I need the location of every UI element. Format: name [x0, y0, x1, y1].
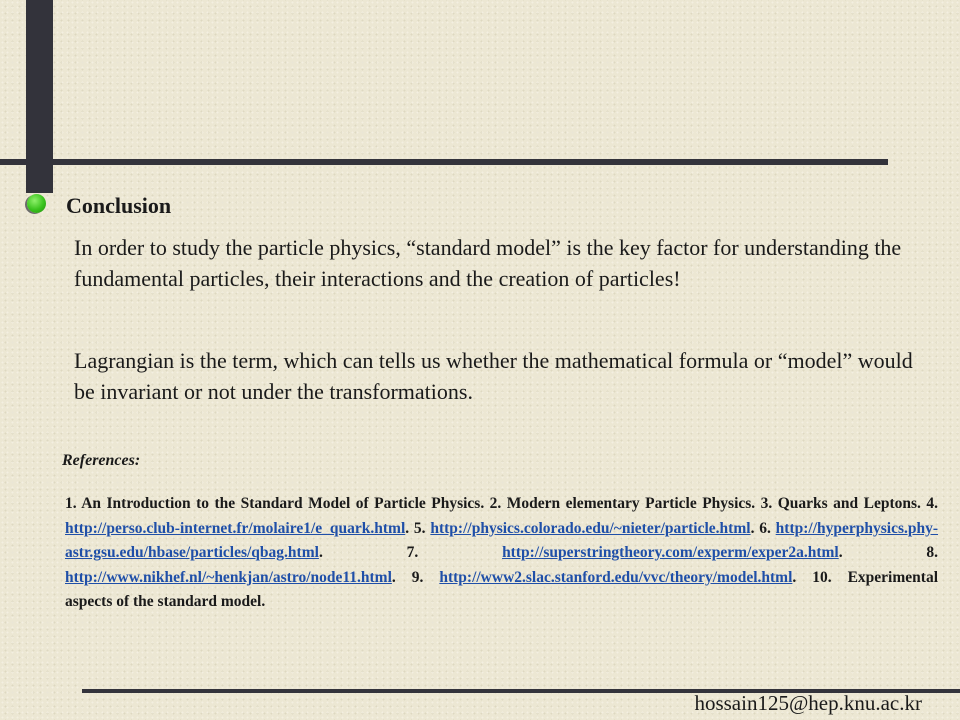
reference-text: . 8.: [838, 544, 939, 561]
reference-text: . 7.: [318, 544, 503, 561]
bullet-icon: [27, 194, 46, 213]
references-list: [65, 492, 938, 615]
reference-text: 1. An Introduction to the Standard Model of Particle Physics. 2. Modern elementary Particle Physics. 3. Quarks and Leptons. 4.: [65, 495, 938, 512]
reference-link-9[interactable]: http://www2.slac.stanford.edu/vvc/theory/model.html: [439, 568, 793, 586]
references-title: References:: [62, 452, 141, 469]
conclusion-heading: Conclusion: [66, 193, 172, 218]
reference-link-5[interactable]: http://physics.colorado.edu/~nieter/particle.html: [430, 519, 751, 537]
reference-text: . 5.: [405, 519, 431, 537]
reference-link-8[interactable]: http://www.nikhef.nl/~henkjan/astro/node11.html: [65, 568, 392, 586]
reference-text: . 9.: [391, 568, 440, 586]
top-rule-decoration: [0, 159, 888, 165]
reference-link-4[interactable]: http://perso.club-internet.fr/molaire1/e_quark.html: [65, 519, 406, 537]
reference-link-6[interactable]: http://hyperphysics.phy-astr.gsu.edu/hbase/particles/qbag.html: [65, 519, 939, 561]
paragraph-lagrangian: Lagrangian is the term, which can tells us whether the mathematical formula or “model” would be invariant or not under the transformations.: [74, 348, 913, 404]
reference-text: . 6.: [750, 519, 776, 537]
reference-text: . 10. Experimental aspects of the standard model.: [65, 568, 938, 610]
paragraph-standard-model: In order to study the particle physics, “standard model” is the key factor for understanding the fundamental particles, their interactions and the creation of particles!: [74, 235, 902, 291]
reference-link-7[interactable]: http://superstringtheory.com/experm/exper2a.html: [502, 544, 839, 561]
footer-email: hossain125@hep.knu.ac.kr: [694, 691, 922, 715]
